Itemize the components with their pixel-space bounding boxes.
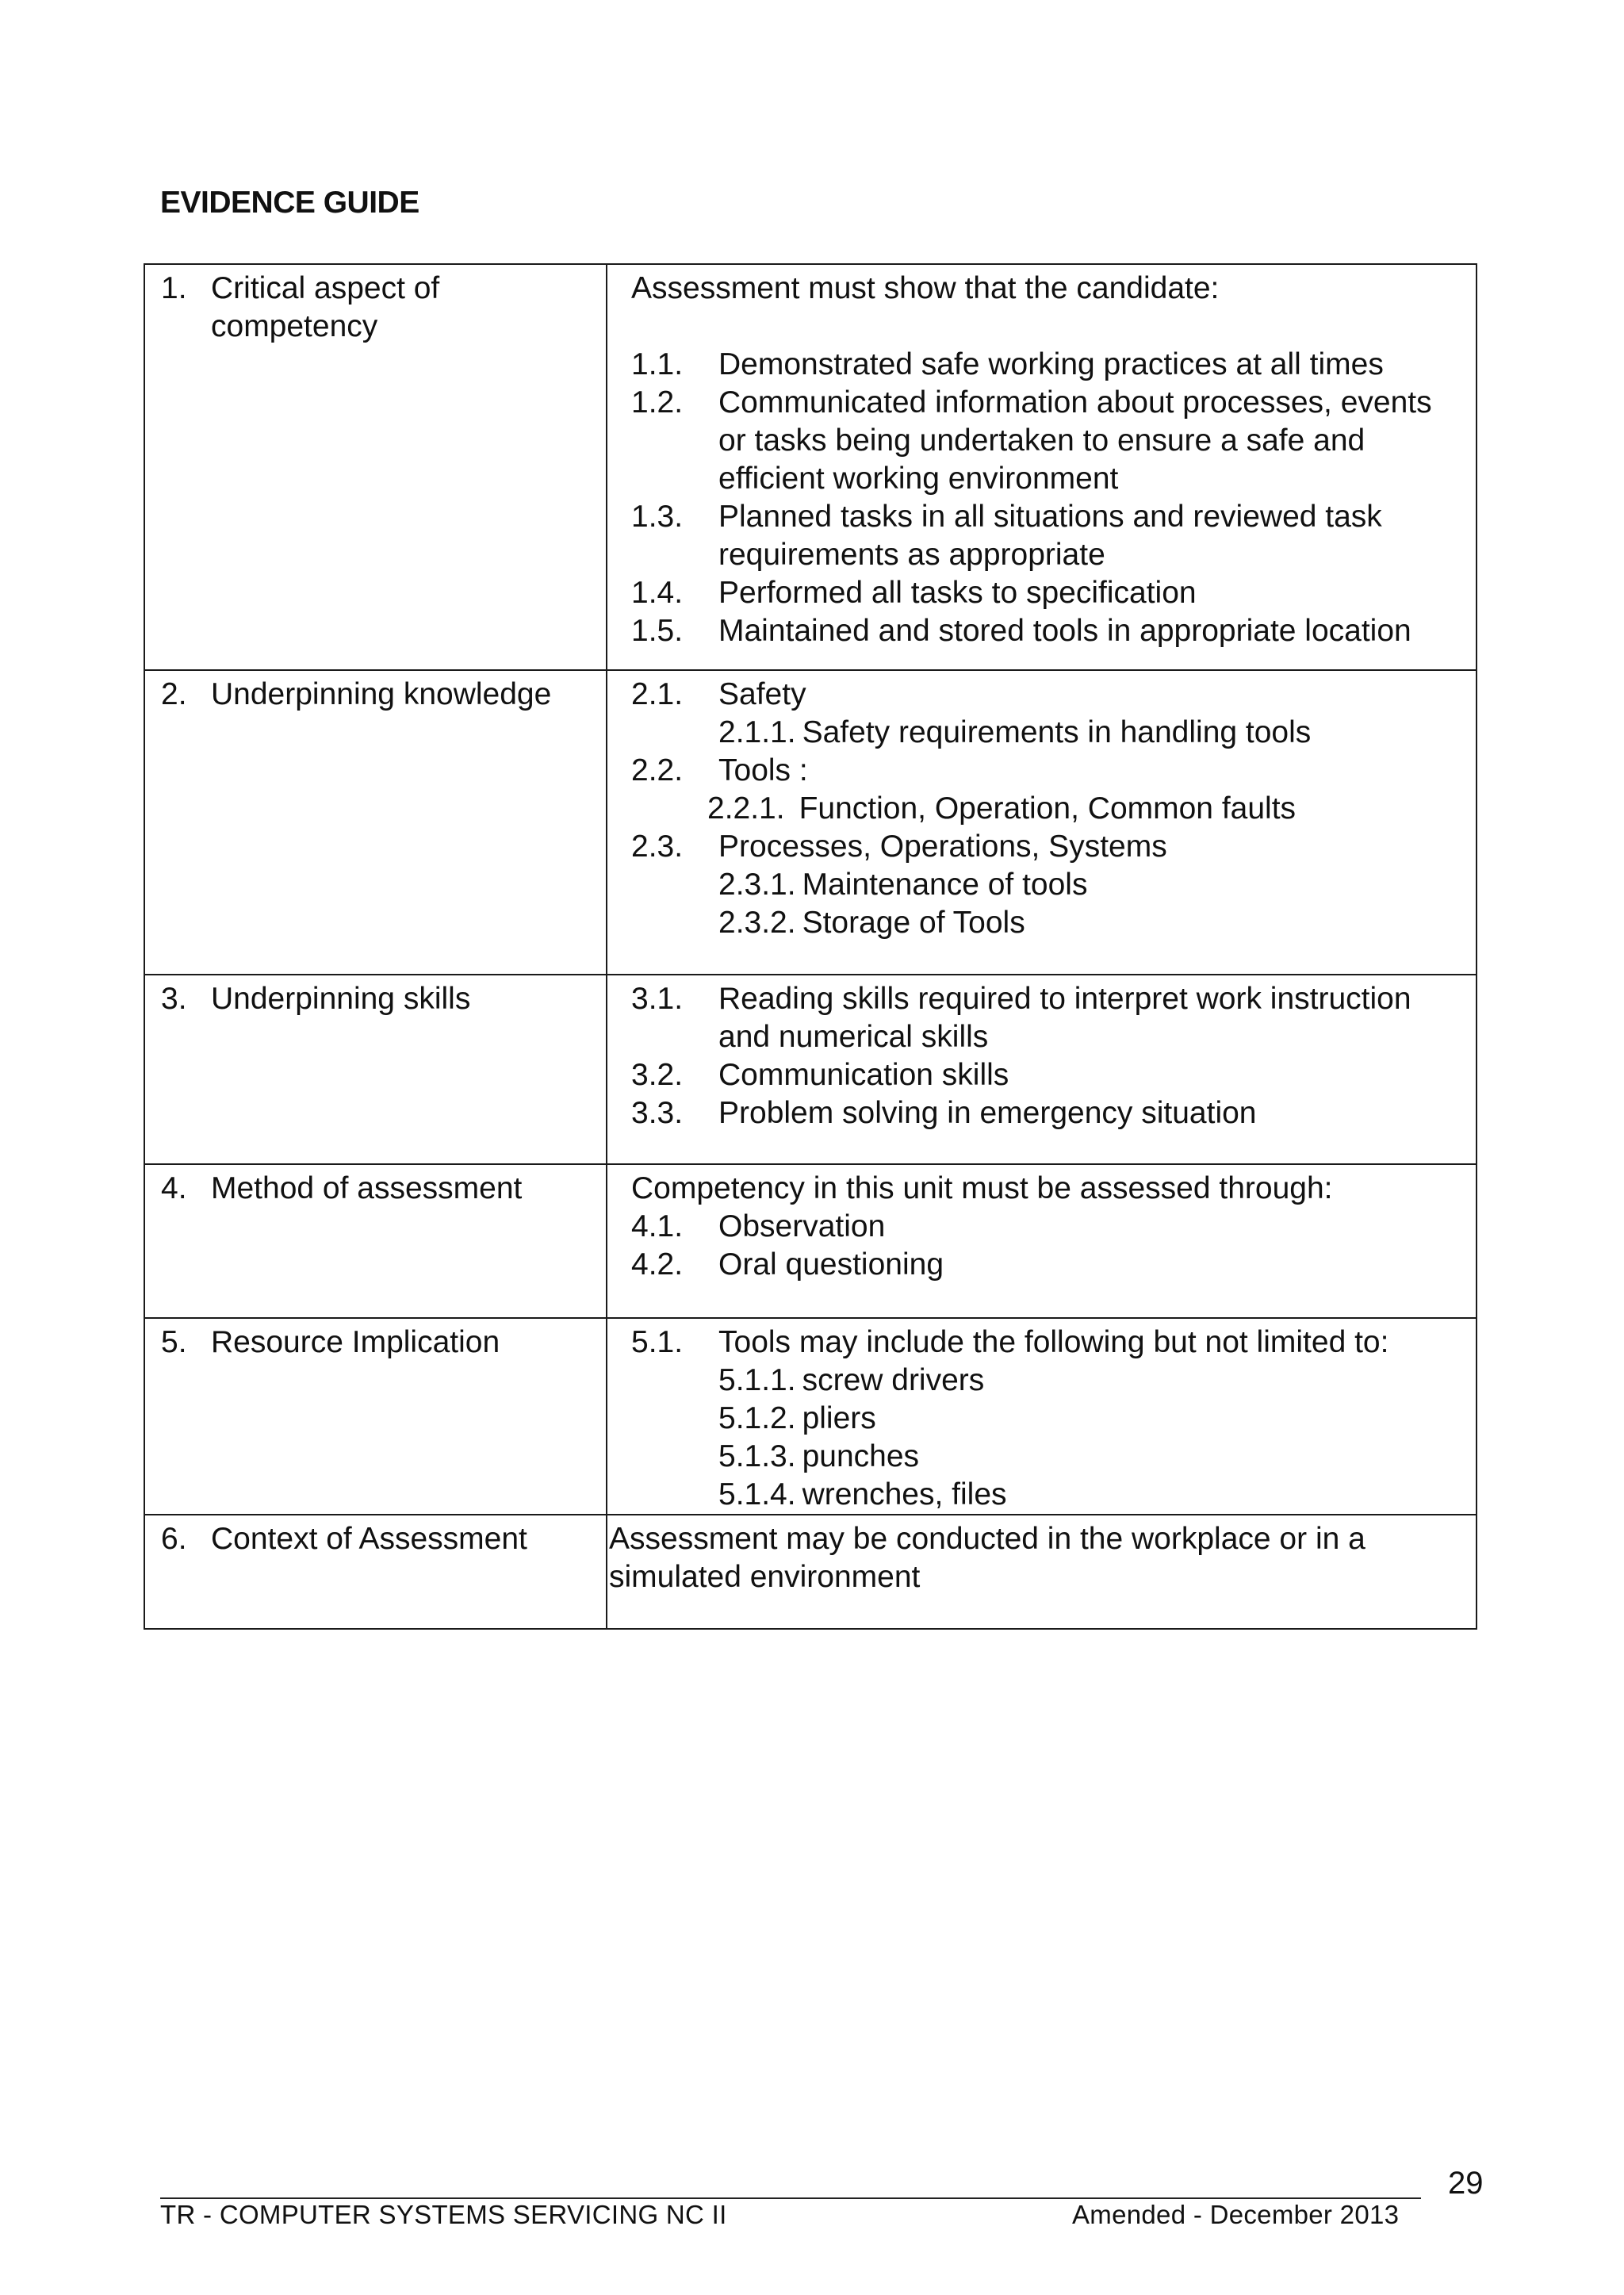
- item-number: 1.3.: [631, 500, 684, 534]
- criterion-number: 6.: [161, 1522, 187, 1556]
- item-number: 1.5.: [631, 614, 684, 648]
- item-number: 3.3.: [631, 1096, 684, 1130]
- evidence-cell: [607, 975, 1477, 1164]
- evidence-cell: [607, 1318, 1477, 1515]
- footer-divider: [160, 2197, 1421, 2199]
- evidence-item: [607, 384, 1468, 498]
- subitem-text: screw drivers: [802, 1363, 985, 1397]
- evidence-item: [607, 574, 1468, 612]
- evidence-row-underpinning-skills: [144, 975, 1477, 1164]
- evidence-intro: Competency in this unit must be assessed through:: [631, 1171, 1333, 1205]
- evidence-intro: Assessment must show that the candidate:: [631, 271, 1220, 305]
- footer-document-title: TR - COMPUTER SYSTEMS SERVICING NC II: [160, 2200, 727, 2229]
- criterion-cell: [144, 975, 607, 1164]
- evidence-subitem: [607, 904, 1468, 942]
- evidence-item: [607, 1208, 1468, 1246]
- item-text: Processes, Operations, Systems: [718, 829, 1167, 864]
- subitem-text: Storage of Tools: [802, 906, 1025, 940]
- criterion-label: Underpinning skills: [211, 982, 471, 1016]
- criterion-cell: [144, 670, 607, 975]
- item-text: Oral questioning: [718, 1247, 944, 1282]
- criterion-number: 1.: [161, 271, 187, 305]
- item-number: 2.3.: [631, 829, 684, 864]
- context-text: Assessment may be conducted in the workplace or in a simulated environment: [609, 1522, 1365, 1594]
- evidence-subitem: [607, 1362, 1468, 1400]
- evidence-row-method-of-assessment: [144, 1164, 1477, 1318]
- criterion-label: Context of Assessment: [211, 1522, 527, 1556]
- item-number: 4.2.: [631, 1247, 684, 1282]
- criterion-label: Resource Implication: [211, 1325, 500, 1359]
- criterion-label: Underpinning knowledge: [211, 677, 552, 711]
- subitem-text: Function, Operation, Common faults: [799, 791, 1297, 826]
- item-text: Communicated information about processes, events or tasks being undertaken to ensure a safe and efficient working environment: [718, 385, 1432, 496]
- item-number: 1.2.: [631, 385, 684, 420]
- item-number: 3.1.: [631, 982, 684, 1016]
- subitem-text: Maintenance of tools: [802, 868, 1088, 902]
- item-text: Maintained and stored tools in appropriate location: [718, 614, 1411, 648]
- criterion-number: 2.: [161, 677, 187, 711]
- evidence-item: [607, 612, 1468, 650]
- evidence-cell: [607, 1515, 1477, 1629]
- item-text: Communication skills: [718, 1058, 1009, 1092]
- item-text: Safety: [718, 677, 806, 711]
- footer-amendment-date: Amended - December 2013: [1072, 2200, 1400, 2229]
- evidence-subitem: [607, 1438, 1468, 1476]
- subitem-number: 5.1.1.: [718, 1363, 796, 1397]
- evidence-item: [607, 498, 1468, 574]
- criterion-label: Method of assessment: [211, 1171, 523, 1205]
- criterion-number: 3.: [161, 982, 187, 1016]
- subitem-number: 2.3.2.: [718, 906, 796, 940]
- subitem-text: Safety requirements in handling tools: [802, 715, 1312, 749]
- criterion-label: Critical aspect of competency: [211, 271, 440, 343]
- item-number: 1.4.: [631, 576, 684, 610]
- item-number: 4.1.: [631, 1209, 684, 1243]
- item-number: 2.1.: [631, 677, 684, 711]
- evidence-row-resource-implication: [144, 1318, 1477, 1515]
- subitem-text: pliers: [802, 1401, 876, 1435]
- criterion-number: 5.: [161, 1325, 187, 1359]
- subitem-number: 5.1.2.: [718, 1401, 796, 1435]
- item-number: 2.2.: [631, 753, 684, 787]
- item-text: Performed all tasks to specification: [718, 576, 1197, 610]
- evidence-guide-table: [144, 263, 1477, 1630]
- item-text: Reading skills required to interpret work instruction and numerical skills: [718, 982, 1411, 1054]
- item-text: Tools :: [718, 753, 808, 787]
- item-text: Observation: [718, 1209, 886, 1243]
- subitem-number: 2.2.1.: [707, 791, 785, 826]
- criterion-cell: [144, 264, 607, 670]
- evidence-subitem: [607, 866, 1468, 904]
- subitem-number: 5.1.4.: [718, 1477, 796, 1511]
- evidence-item: [607, 346, 1468, 384]
- evidence-item: [607, 980, 1468, 1056]
- evidence-item: [607, 676, 1468, 714]
- subitem-number: 2.3.1.: [718, 868, 796, 902]
- subitem-text: punches: [802, 1439, 920, 1473]
- subitem-number: 5.1.3.: [718, 1439, 796, 1473]
- evidence-row-context-of-assessment: [144, 1515, 1477, 1629]
- evidence-subitem: [607, 790, 1468, 828]
- page-number: 29: [1448, 2166, 1484, 2201]
- subitem-text: wrenches, files: [802, 1477, 1007, 1511]
- evidence-cell: [607, 1164, 1477, 1318]
- evidence-row-critical-aspect: [144, 264, 1477, 670]
- evidence-item: [607, 1094, 1468, 1132]
- evidence-subitem: [607, 1400, 1468, 1438]
- evidence-cell: [607, 670, 1477, 975]
- evidence-row-underpinning-knowledge: [144, 670, 1477, 975]
- item-text: Demonstrated safe working practices at all times: [718, 347, 1384, 381]
- evidence-cell: [607, 264, 1477, 670]
- item-number: 1.1.: [631, 347, 684, 381]
- subitem-number: 2.1.1.: [718, 715, 796, 749]
- item-number: 5.1.: [631, 1325, 684, 1359]
- item-number: 3.2.: [631, 1058, 684, 1092]
- item-text: Tools may include the following but not limited to:: [718, 1325, 1389, 1359]
- item-text: Problem solving in emergency situation: [718, 1096, 1257, 1130]
- criterion-cell: [144, 1164, 607, 1318]
- evidence-item: [607, 1056, 1468, 1094]
- evidence-subitem: [607, 714, 1468, 752]
- criterion-number: 4.: [161, 1171, 187, 1205]
- evidence-item: [607, 752, 1468, 790]
- evidence-item: [607, 1324, 1468, 1362]
- evidence-subitem: [607, 1476, 1468, 1514]
- item-text: Planned tasks in all situations and reviewed task requirements as appropriate: [718, 500, 1382, 572]
- criterion-cell: [144, 1515, 607, 1629]
- evidence-item: [607, 828, 1468, 866]
- criterion-cell: [144, 1318, 607, 1515]
- evidence-item: [607, 1246, 1468, 1284]
- page-heading: EVIDENCE GUIDE: [160, 186, 419, 220]
